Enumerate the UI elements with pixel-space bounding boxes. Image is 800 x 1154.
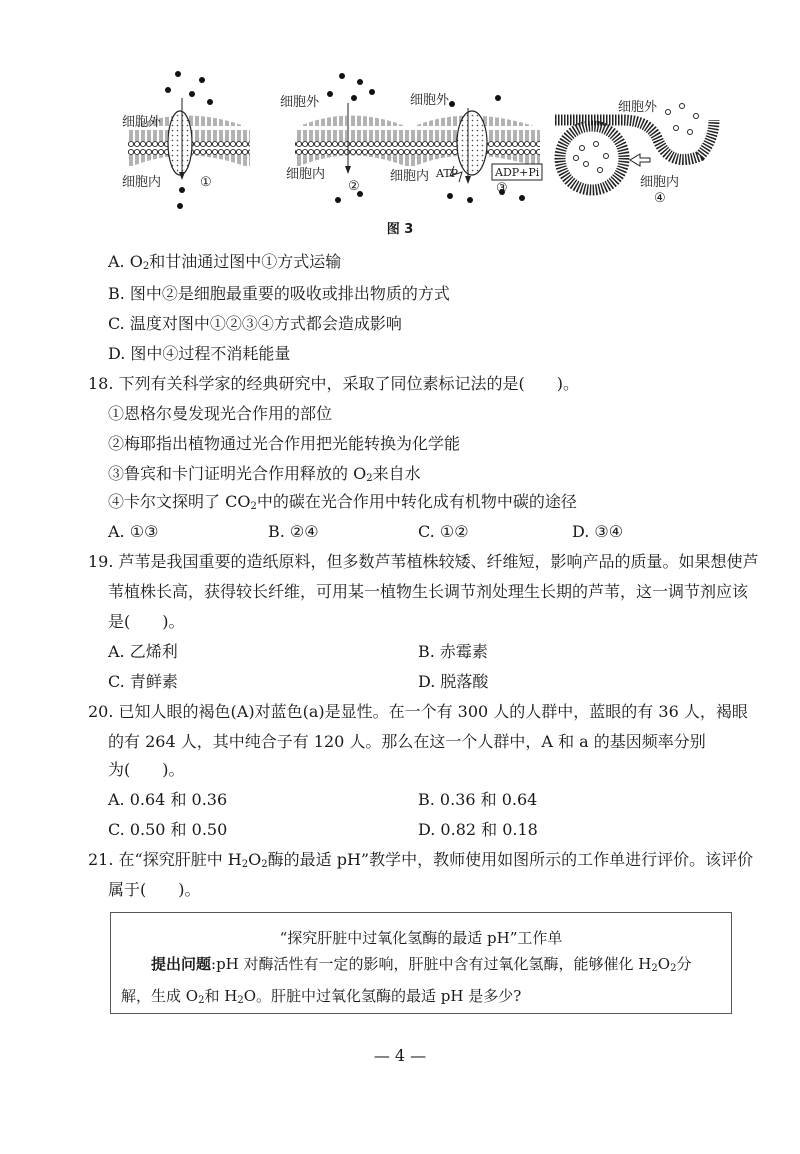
- label-inside-1: 细胞内: [122, 175, 162, 190]
- figure-caption: 图 3: [386, 222, 414, 237]
- q18-statement-4: ④卡尔文探明了 $CO_2$中的碳在光合作用中转化成有机物中碳的途径: [108, 492, 577, 512]
- q19-stem-line-2: 苇植株长高，获得较长纤维，可用某一植物生长调节剂处理生长期的芦苇，这一调节剂应该: [108, 582, 749, 601]
- label-atp: ATP: [436, 167, 459, 180]
- worksheet-line-1: 提出问题:pH 对酶活性有一定的影响，肝脏中含有过氧化氢酶，能够催化 $H_2O_2$分: [151, 955, 692, 974]
- worksheet-line-2: 解，生成 $O_2$和 $H_2O$。肝脏中过氧化氢酶的最适 pH 是多少?: [121, 987, 522, 1006]
- q20-stem-line-1: 20. 已知人眼的褐色(A)对蓝色(a)是显性。在一个有 300 人的人群中，蓝眼的有 36 人，褐眼: [88, 702, 748, 721]
- worksheet-title: “探究肝脏中过氧化氢酶的最适 pH”工作单: [279, 929, 563, 947]
- label-outside-1: 细胞外: [122, 115, 162, 130]
- q18-option-c: C. ①②: [418, 522, 469, 541]
- panel-2-membrane: [295, 103, 410, 174]
- q20-option-b: B. 0.36 和 0.64: [418, 790, 538, 809]
- q20-stem-line-2: 的有 264 人，其中纯合子有 120 人。那么在这一个人群中，A 和 a 的基因频率分别: [108, 732, 706, 751]
- label-inside-2: 细胞内: [286, 167, 326, 182]
- label-adp: ADP+Pi: [495, 166, 540, 179]
- label-outside-2: 细胞外: [280, 95, 320, 110]
- q21-stem-line-1: 21. 在“探究肝脏中 $H_2O_2$酶的最适 pH”教学中，教师使用如图所示的工作单进行评价。该评价: [88, 850, 754, 870]
- panel-4-membrane: [555, 120, 714, 190]
- label-num-4: ④: [654, 191, 666, 206]
- label-outside-3: 细胞外: [410, 93, 450, 108]
- label-inside-3: 细胞内: [390, 169, 430, 184]
- figure-3: [110, 68, 730, 218]
- q18-statement-2: ②梅耶指出植物通过光合作用把光能转换为化学能: [108, 434, 461, 453]
- q20-stem-line-3: 为( )。: [108, 760, 185, 779]
- label-num-1: ①: [200, 175, 212, 190]
- transport-diagram: [110, 68, 730, 218]
- q17-option-a: A. $O_2$和甘油通过图中①方式运输: [108, 252, 342, 272]
- label-num-2: ②: [348, 179, 360, 194]
- q18-option-d: D. ③④: [572, 522, 624, 541]
- q19-option-b: B. 赤霉素: [418, 642, 488, 661]
- q20-option-d: D. 0.82 和 0.18: [418, 820, 538, 839]
- q18-stem: 18. 下列有关科学家的经典研究中，采取了同位素标记法的是( )。: [88, 374, 580, 393]
- q18-option-a: A. ①③: [108, 522, 159, 541]
- q18-statement-1: ①恩格尔曼发现光合作用的部位: [108, 404, 333, 423]
- q20-option-a: A. 0.64 和 0.36: [108, 790, 228, 809]
- q20-option-c: C. 0.50 和 0.50: [108, 820, 228, 839]
- q18-option-b: B. ②④: [268, 522, 319, 541]
- panel-1-membrane: [128, 98, 250, 180]
- q19-option-d: D. 脱落酸: [418, 672, 489, 691]
- label-inside-4: 细胞内: [640, 175, 680, 190]
- q21-stem-line-2: 属于( )。: [108, 880, 201, 899]
- q19-option-c: C. 青鲜素: [108, 672, 178, 691]
- q19-stem-line-1: 19. 芦苇是我国重要的造纸原料，但多数芦苇植株较矮、纤维短，影响产品的质量。如果想使芦: [88, 552, 759, 571]
- q19-option-a: A. 乙烯利: [108, 642, 178, 661]
- q19-stem-line-3: 是( )。: [108, 612, 185, 631]
- q17-option-b: B. 图中②是细胞最重要的吸收或排出物质的方式: [108, 284, 450, 303]
- label-num-3: ③: [496, 181, 508, 196]
- label-outside-4: 细胞外: [618, 100, 658, 115]
- q17-option-d: D. 图中④过程不消耗能量: [108, 344, 291, 363]
- q17-option-c: C. 温度对图中①②③④方式都会造成影响: [108, 314, 402, 333]
- worksheet-box: [110, 912, 732, 1014]
- q18-statement-3: ③鲁宾和卡门证明光合作用释放的 $O_2$来自水: [108, 464, 421, 484]
- page-number: — 4 —: [373, 1046, 427, 1065]
